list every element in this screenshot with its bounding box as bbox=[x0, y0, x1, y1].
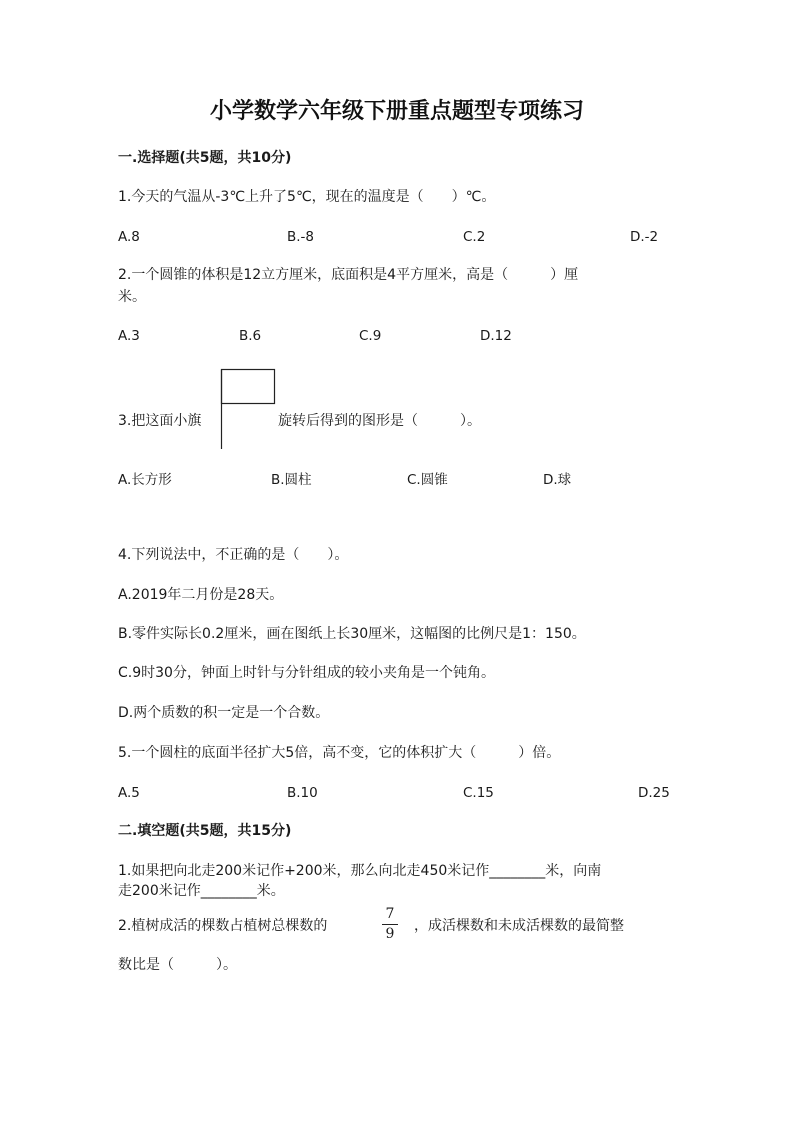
page-title: 小学数学六年级下册重点题型专项练习 bbox=[209, 98, 584, 124]
fraction-bar bbox=[382, 924, 398, 925]
q1-5-option-a: A.5 bbox=[118, 785, 140, 801]
question-1-2-line2: 米。 bbox=[118, 289, 146, 305]
fraction bbox=[380, 906, 400, 943]
question-1-3-after: 旋转后得到的图形是（ ）。 bbox=[278, 413, 481, 429]
question-2-2-line2: 数比是（ ）。 bbox=[118, 957, 237, 973]
q1-1-option-b: B.-8 bbox=[287, 229, 315, 245]
q1-2-option-c: C.9 bbox=[359, 328, 382, 344]
question-1-2-line1: 2.一个圆锥的体积是12立方厘米，底面积是4平方厘米，高是（ ）厘 bbox=[118, 267, 579, 283]
q1-1-option-a: A.8 bbox=[118, 229, 140, 245]
fraction-numerator: 7 bbox=[385, 906, 395, 922]
q1-5-option-d: D.25 bbox=[638, 785, 670, 801]
question-2-2-after: ，成活棵数和未成活棵数的最简整 bbox=[414, 918, 624, 934]
q1-1-option-c: C.2 bbox=[463, 229, 486, 245]
fraction-denominator: 9 bbox=[385, 926, 395, 942]
q1-2-option-a: A.3 bbox=[118, 328, 140, 344]
flag-figure bbox=[218, 367, 278, 451]
q1-4-option-c: C.9时30分，钟面上时针与分针组成的较小夹角是一个钝角。 bbox=[118, 665, 495, 681]
q1-4-option-b: B.零件实际长0.2厘米，画在图纸上长30厘米，这幅图的比例尺是1：150。 bbox=[118, 626, 586, 642]
q1-2-option-b: B.6 bbox=[239, 328, 262, 344]
q1-3-option-c: C.圆锥 bbox=[407, 472, 448, 488]
section-heading-choice: 一.选择题(共5题，共10分) bbox=[118, 150, 292, 166]
question-1-3-before: 3.把这面小旗 bbox=[118, 413, 202, 429]
q1-3-option-a: A.长方形 bbox=[118, 472, 172, 488]
question-2-2-before: 2.植树成活的棵数占植树总棵数的 bbox=[118, 918, 328, 934]
q1-3-option-b: B.圆柱 bbox=[271, 472, 312, 488]
q1-1-option-d: D.-2 bbox=[630, 229, 659, 245]
q1-3-option-d: D.球 bbox=[543, 472, 572, 488]
q1-2-option-d: D.12 bbox=[480, 328, 512, 344]
question-1-1: 1.今天的气温从-3℃上升了5℃，现在的温度是（ ）℃。 bbox=[118, 189, 496, 205]
section-heading-fill: 二.填空题(共5题，共15分) bbox=[118, 823, 292, 839]
q1-5-option-c: C.15 bbox=[463, 785, 494, 801]
question-2-1-line2: 走200米记作________米。 bbox=[118, 883, 285, 899]
question-2-1-line1: 1.如果把向北走200米记作+200米，那么向北走450米记作________米，向南 bbox=[118, 863, 602, 879]
q1-4-option-a: A.2019年二月份是28天。 bbox=[118, 587, 284, 603]
question-1-5: 5.一个圆柱的底面半径扩大5倍，高不变，它的体积扩大（ ）倍。 bbox=[118, 745, 561, 761]
q1-4-option-d: D.两个质数的积一定是一个合数。 bbox=[118, 705, 330, 721]
q1-5-option-b: B.10 bbox=[287, 785, 318, 801]
question-1-4: 4.下列说法中，不正确的是（ ）。 bbox=[118, 547, 349, 563]
